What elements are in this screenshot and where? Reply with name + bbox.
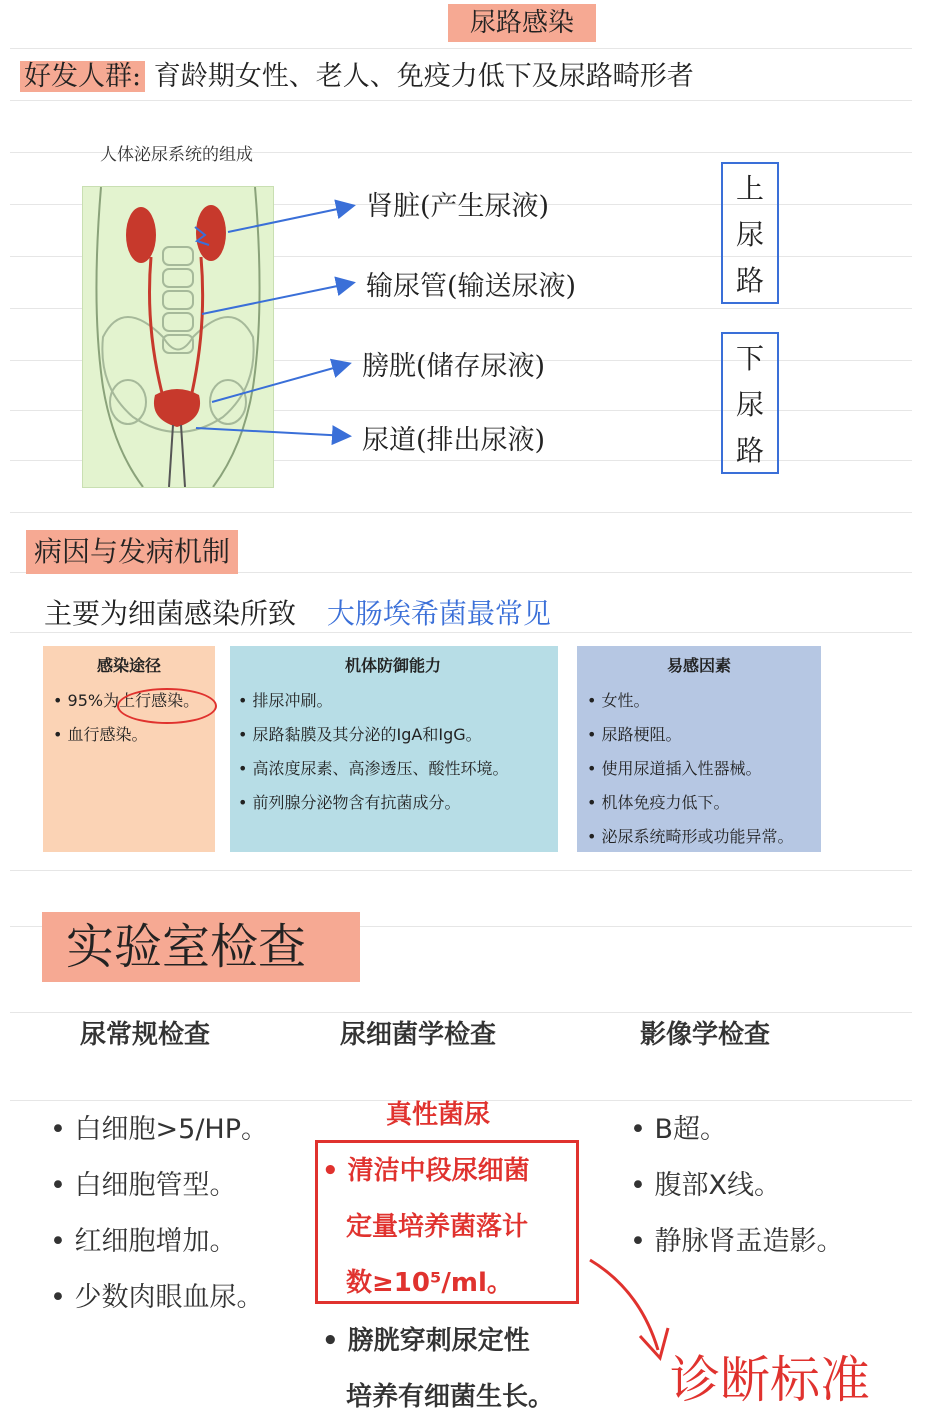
ruled-line: [10, 1012, 912, 1013]
column-head-urinalysis: 尿常规检查: [80, 1020, 211, 1050]
list-item: • 泌尿系统畸形或功能异常。: [587, 820, 811, 854]
column-head-bacteriology: 尿细菌学检查: [340, 1020, 497, 1050]
puncture-line: 培养有细菌生长。: [346, 1382, 555, 1412]
list-item: • 腹部X线。: [630, 1158, 844, 1214]
list-item: • 尿路黏膜及其分泌的IgA和IgG。: [238, 718, 548, 752]
list-item: • 白细胞>5/HP。: [50, 1102, 268, 1158]
page-title: 尿路感染: [448, 4, 596, 42]
upper-char: 尿: [735, 218, 764, 251]
susceptibility-box: [577, 646, 821, 852]
culture-line: • 清洁中段尿细菌: [322, 1156, 530, 1186]
culture-line: 数≥10⁵/ml。: [346, 1268, 513, 1298]
red-circle-mark: [117, 688, 217, 724]
host-defense-box: [230, 646, 558, 852]
lower-char: 尿: [735, 388, 764, 421]
list-item: • 机体免疫力低下。: [587, 786, 811, 820]
kidney-label: 肾脏(产生尿液): [366, 191, 550, 222]
list-item: • 血行感染。: [53, 718, 205, 752]
diagnosis-standard-note: 诊断标准: [670, 1351, 870, 1409]
lower-urinary-tract-box: [721, 332, 779, 474]
upper-char: 路: [735, 264, 764, 297]
urinalysis-list: [50, 1102, 268, 1326]
box-title: 感染途径: [96, 656, 161, 675]
upper-urinary-tract-box: [721, 162, 779, 304]
true-bacteriuria-heading: 真性菌尿: [386, 1100, 491, 1130]
infection-route-box: [43, 646, 215, 852]
ruled-line: [10, 870, 912, 871]
list-item: • 尿路梗阻。: [587, 718, 811, 752]
cause-main-line: [44, 592, 551, 632]
ruled-line: [10, 632, 912, 633]
audience-text: 育龄期女性、老人、免疫力低下及尿路畸形者: [145, 61, 694, 92]
lab-section-title: 实验室检查: [42, 912, 360, 982]
ureter-label: 输尿管(输送尿液): [366, 271, 577, 302]
list-item: • B超。: [630, 1102, 844, 1158]
list-item: • 少数肉眼血尿。: [50, 1270, 268, 1326]
red-curve-arrow: [580, 1250, 680, 1370]
list-item: • 白细胞管型。: [50, 1158, 268, 1214]
column-head-imaging: 影像学检查: [640, 1020, 771, 1050]
lower-char: 下: [735, 342, 764, 375]
list-item: • 95%为上行感染。: [53, 684, 205, 718]
cause-main-text: 主要为细菌感染所致: [44, 597, 297, 630]
upper-char: 上: [735, 172, 764, 205]
puncture-line: • 膀胱穿刺尿定性: [322, 1326, 530, 1356]
diagram-caption: 人体泌尿系统的组成: [100, 145, 253, 165]
imaging-list: [630, 1102, 844, 1270]
cause-section-title: 病因与发病机制: [26, 530, 238, 574]
list-item: • 女性。: [587, 684, 811, 718]
cause-note: 大肠埃希菌最常见: [326, 597, 551, 630]
box-title: 易感因素: [666, 656, 731, 675]
bladder-label: 膀胱(储存尿液): [362, 351, 546, 382]
list-item: • 前列腺分泌物含有抗菌成分。: [238, 786, 548, 820]
box-title: 机体防御能力: [344, 656, 441, 675]
audience-label: 好发人群:: [20, 61, 145, 92]
list-item: • 排尿冲刷。: [238, 684, 548, 718]
list-item: • 静脉肾盂造影。: [630, 1214, 844, 1270]
list-item: • 红细胞增加。: [50, 1214, 268, 1270]
list-item: • 高浓度尿素、高渗透压、酸性环境。: [238, 752, 548, 786]
culture-line: 定量培养菌落计: [346, 1212, 529, 1242]
lower-char: 路: [735, 434, 764, 467]
urethra-label: 尿道(排出尿液): [362, 425, 546, 456]
list-item: • 使用尿道插入性器械。: [587, 752, 811, 786]
